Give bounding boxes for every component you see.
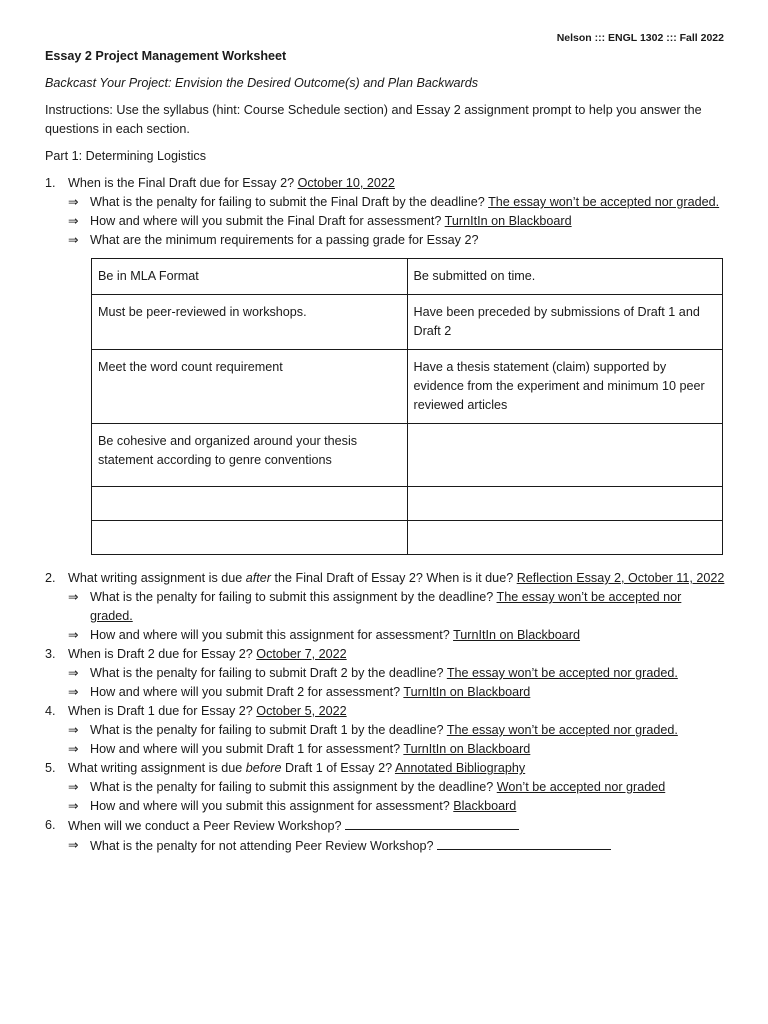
- sub-question-text: What is the penalty for not attending Peer Review Workshop?: [90, 839, 434, 853]
- table-cell: Be submitted on time.: [407, 259, 723, 295]
- answer-text: October 5, 2022: [256, 704, 347, 718]
- question-number: 2.: [45, 571, 56, 585]
- question-text: Draft 1 of Essay 2?: [285, 761, 393, 775]
- sub-question: [45, 797, 725, 816]
- table-row: [92, 259, 723, 295]
- question-text: When will we conduct a Peer Review Workshop?: [68, 819, 342, 833]
- table-cell: [407, 521, 723, 555]
- requirements-table: [91, 258, 723, 555]
- sub-question-text: What is the penalty for failing to submit Draft 2 by the deadline?: [90, 666, 444, 680]
- sub-question-text: How and where will you submit this assignment for assessment?: [90, 799, 450, 813]
- sub-question: [45, 212, 725, 231]
- worksheet-content: [45, 47, 725, 856]
- sub-question: [45, 626, 725, 645]
- question-number: 4.: [45, 704, 56, 718]
- table-cell: Meet the word count requirement: [92, 350, 408, 424]
- sub-question: [45, 683, 725, 702]
- arrow-icon: ⇒: [68, 742, 79, 756]
- worksheet-title: Essay 2 Project Management Worksheet: [45, 49, 287, 63]
- emphasis-text: before: [245, 761, 282, 775]
- table-row: [92, 295, 723, 350]
- arrow-icon: ⇒: [68, 195, 79, 209]
- question-number: 1.: [45, 176, 56, 190]
- sub-question-text: What is the penalty for failing to submit the Final Draft by the deadline?: [90, 195, 485, 209]
- table-cell: [407, 487, 723, 521]
- table-cell: [92, 521, 408, 555]
- table-cell: [407, 424, 723, 487]
- table-row: [92, 521, 723, 555]
- question-2: [45, 569, 725, 588]
- sub-question: [45, 778, 725, 797]
- sub-question-text: How and where will you submit Draft 2 for assessment?: [90, 685, 401, 699]
- sub-question-text: What is the penalty for failing to submit this assignment by the deadline?: [90, 590, 494, 604]
- arrow-icon: ⇒: [68, 233, 79, 247]
- answer-text: TurnItIn on Blackboard: [403, 685, 531, 699]
- table-row: [92, 424, 723, 487]
- answer-text: The essay won’t be accepted nor graded.: [446, 666, 678, 680]
- sub-question-text: What are the minimum requirements for a passing grade for Essay 2?: [90, 233, 479, 247]
- question-text: What writing assignment is due: [68, 761, 243, 775]
- sub-question: [45, 740, 725, 759]
- question-number: 5.: [45, 761, 56, 775]
- answer-text: TurnItIn on Blackboard: [453, 628, 581, 642]
- sub-question: [45, 721, 725, 740]
- sub-question: [45, 664, 725, 683]
- answer-text: The essay won’t be accepted nor graded.: [446, 723, 678, 737]
- answer-text: October 7, 2022: [256, 647, 347, 661]
- arrow-icon: ⇒: [68, 780, 79, 794]
- answer-blank-line[interactable]: [437, 836, 611, 850]
- table-cell: Have been preceded by submissions of Draft 1 and Draft 2: [407, 295, 723, 350]
- answer-text: Won’t be accepted nor graded: [496, 780, 666, 794]
- sub-question-text: How and where will you submit Draft 1 for assessment?: [90, 742, 401, 756]
- sub-question: [45, 588, 725, 626]
- sub-question: [45, 836, 725, 856]
- emphasis-text: after: [245, 571, 271, 585]
- sub-question: [45, 231, 725, 250]
- answer-text: TurnItIn on Blackboard: [403, 742, 531, 756]
- table-row: [92, 487, 723, 521]
- arrow-icon: ⇒: [68, 799, 79, 813]
- answer-text: TurnItIn on Blackboard: [444, 214, 572, 228]
- instructions: Instructions: Use the syllabus (hint: Course Schedule section) and Essay 2 assignment prompt to help you answer the questions in each section.: [45, 103, 702, 136]
- answer-text: Blackboard: [453, 799, 517, 813]
- answer-text: The essay won’t be accepted nor graded.: [488, 195, 720, 209]
- question-number: 3.: [45, 647, 56, 661]
- worksheet-subtitle: Backcast Your Project: Envision the Desired Outcome(s) and Plan Backwards: [45, 76, 479, 90]
- arrow-icon: ⇒: [68, 666, 79, 680]
- arrow-icon: ⇒: [68, 838, 79, 852]
- table-cell: Must be peer-reviewed in workshops.: [92, 295, 408, 350]
- question-number: 6.: [45, 818, 56, 832]
- part-1-heading: Part 1: Determining Logistics: [45, 149, 206, 163]
- question-text: What writing assignment is due: [68, 571, 243, 585]
- answer-blank-line[interactable]: [345, 816, 519, 830]
- sub-question-text: How and where will you submit the Final Draft for assessment?: [90, 214, 442, 228]
- arrow-icon: ⇒: [68, 685, 79, 699]
- table-cell: Be in MLA Format: [92, 259, 408, 295]
- table-cell: [92, 487, 408, 521]
- question-text: When is Draft 2 due for Essay 2?: [68, 647, 253, 661]
- arrow-icon: ⇒: [68, 590, 79, 604]
- question-5: [45, 759, 725, 778]
- table-row: [92, 350, 723, 424]
- answer-text: October 10, 2022: [297, 176, 395, 190]
- answer-text: The essay won’t be accepted nor graded.: [90, 590, 682, 623]
- arrow-icon: ⇒: [68, 214, 79, 228]
- answer-text: Reflection Essay 2, October 11, 2022: [516, 571, 725, 585]
- question-3: [45, 645, 725, 664]
- course-header: Nelson ::: ENGL 1302 ::: Fall 2022: [556, 32, 724, 44]
- table-cell: Have a thesis statement (claim) supported by evidence from the experiment and minimum 10 peer reviewed articles: [407, 350, 723, 424]
- sub-question-text: How and where will you submit this assignment for assessment?: [90, 628, 450, 642]
- question-text: When is the Final Draft due for Essay 2?: [68, 176, 295, 190]
- question-text: the Final Draft of Essay 2? When is it due?: [274, 571, 514, 585]
- answer-text: Annotated Bibliography: [394, 761, 526, 775]
- question-6: [45, 816, 725, 836]
- table-cell: Be cohesive and organized around your thesis statement according to genre conventions: [92, 424, 408, 487]
- sub-question: [45, 193, 725, 212]
- sub-question-text: What is the penalty for failing to submit this assignment by the deadline?: [90, 780, 494, 794]
- question-4: [45, 702, 725, 721]
- arrow-icon: ⇒: [68, 628, 79, 642]
- arrow-icon: ⇒: [68, 723, 79, 737]
- question-1: [45, 174, 725, 193]
- question-text: When is Draft 1 due for Essay 2?: [68, 704, 253, 718]
- sub-question-text: What is the penalty for failing to submit Draft 1 by the deadline?: [90, 723, 444, 737]
